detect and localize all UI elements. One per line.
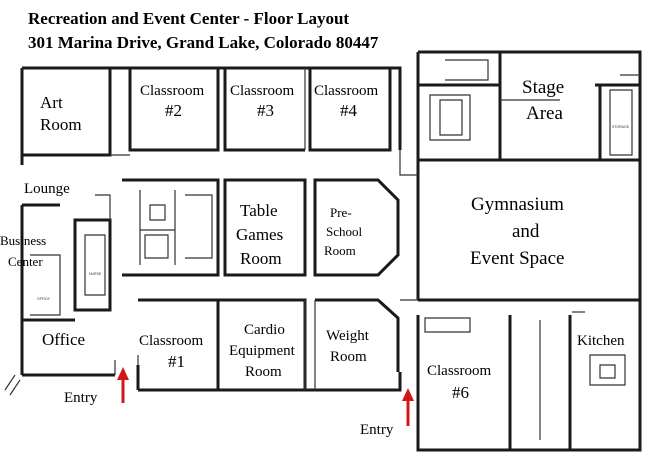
gymnasium-label-2: and	[512, 221, 540, 242]
plan-address: 301 Marina Drive, Grand Lake, Colorado 80447	[28, 33, 379, 52]
top-room-walls	[22, 68, 390, 155]
entry-arrowhead-right	[402, 388, 414, 401]
stage-area-label-1: Stage	[522, 77, 565, 98]
stage-area-label-2: Area	[526, 103, 563, 124]
entry-label-left: Entry	[64, 390, 98, 406]
gymnasium-label-3: Event Space	[470, 248, 565, 269]
cardio-label-2: Equipment	[229, 343, 295, 359]
preschool-label-1: Pre-	[330, 205, 352, 220]
classroom-4-label-2: #4	[340, 101, 357, 120]
cardio-label-1: Cardio	[244, 322, 285, 338]
classroom-6-label-2: #6	[452, 383, 469, 402]
business-center-label-2: Center	[8, 254, 43, 269]
table-games-label-2: Games	[236, 225, 284, 244]
classroom-1-label-2: #1	[168, 352, 185, 371]
gymnasium-label-1: Gymnasium	[471, 194, 564, 215]
business-center-label-1: Business	[0, 233, 47, 248]
lounge-label: Lounge	[24, 181, 70, 197]
classroom-1-label-1: Classroom	[139, 333, 204, 349]
art-room-label-2: Room	[40, 115, 82, 134]
classroom-2-label-1: Classroom	[140, 83, 205, 99]
storage-label: STORAGE	[612, 125, 630, 129]
entry-label-right: Entry	[360, 422, 394, 438]
entry-right	[360, 388, 414, 438]
entry-left	[64, 367, 129, 406]
preschool-label-3: Room	[324, 243, 356, 258]
table-games-label-1: Table	[240, 201, 278, 220]
cardio-label-3: Room	[245, 364, 282, 380]
plan-title: Recreation and Event Center - Floor Layout	[28, 9, 350, 28]
office-small-label: OFFICE	[37, 297, 50, 301]
classroom-3-label-1: Classroom	[230, 83, 295, 99]
office-label: Office	[42, 330, 86, 349]
classroom-4-label-1: Classroom	[314, 83, 379, 99]
kitchen-label: Kitchen	[577, 333, 625, 349]
weight-room-label-1: Weight	[326, 328, 369, 344]
art-room-label-1: Art	[40, 93, 63, 112]
preschool-label-2: School	[326, 224, 363, 239]
nurse-label: NURSE	[89, 272, 102, 276]
classroom-6-label-1: Classroom	[427, 363, 492, 379]
weight-room-label-2: Room	[330, 349, 367, 365]
room-labels	[0, 77, 625, 402]
classroom-2-label-2: #2	[165, 101, 182, 120]
classroom-3-label-2: #3	[257, 101, 274, 120]
entry-arrowhead-left	[117, 367, 129, 380]
table-games-label-3: Room	[240, 249, 282, 268]
